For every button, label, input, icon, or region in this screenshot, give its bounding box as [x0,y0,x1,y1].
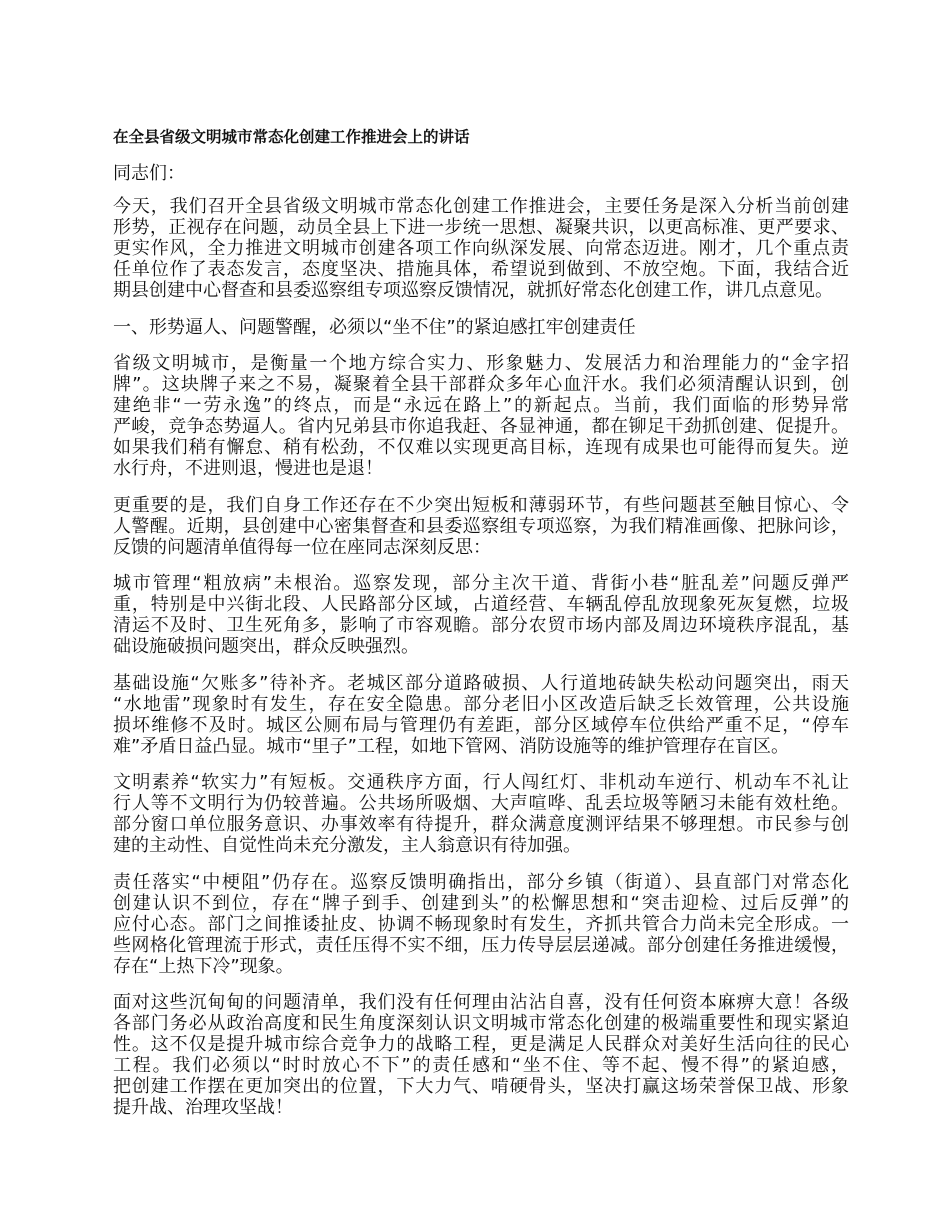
text-line: 更重要的是，我们自身工作还存在不少突出短板和薄弱环节，有些问题甚至触目惊心、令 [113,494,849,516]
text-line: 如果我们稍有懈怠、稍有松劲，不仅难以实现更高目标，连现有成果也可能得而复失。逆 [113,437,849,458]
paragraph [113,573,849,657]
text-line: 今天，我们召开全县省级文明城市常态化创建工作推进会，主要任务是深入分析当前创建 [113,196,849,217]
paragraph [113,992,849,1118]
text-line: 责任落实“中梗阻”仍存在。巡察反馈明确指出，部分乡镇（街道）、县直部门对常态化 [113,871,849,893]
text-line: 反馈的问题清单值得每一位在座同志深刻反思： [113,536,491,558]
text-line: 提升战、治理攻坚战！ [113,1097,293,1118]
text-line: 把创建工作摆在更加突出的位置，下大力气、啃硬骨头，坚决打赢这场荣誉保卫战、形象 [113,1076,849,1097]
paragraph [113,772,849,856]
paragraph [113,872,849,977]
text-line: 行人等不文明行为仍较普遍。公共场所吸烟、大声喧哗、乱丢垃圾等陋习未能有效杜绝。 [113,793,849,814]
paragraph [113,196,849,301]
text-line: 基础设施“欠账多”待补齐。老城区部分道路破损、人行道地砖缺失松动问题突出，雨天 [113,672,849,694]
text-line: 创建认识不到位，存在“牌子到手、创建到头”的松懈思想和“突击迎检、过后反弹”的 [113,892,849,914]
text-line: 存在“上热下冷”现象。 [113,955,294,977]
section-heading [113,317,849,338]
paragraph [113,353,849,479]
text-line: 形势，正视存在问题，动员全县上下进一步统一思想、凝聚共识，以更高标准、更严要求、 [113,217,849,238]
text-line: 水行舟，不进则退，慢进也是退！ [113,458,383,479]
text-line: 面对这些沉甸甸的问题清单，我们没有任何理由沾沾自喜，没有任何资本麻痹大意！各级 [113,992,849,1013]
text-line: 础设施破损问题突出，群众反映强烈。 [113,636,419,657]
text-line: 文明素养“软实力”有短板。交通秩序方面，行人闯红灯、非机动车逆行、机动车不礼让 [113,772,849,793]
text-line: 更实作风，全力推进文明城市创建各项工作向纵深发展、向常态迈进。刚才，几个重点责 [113,238,849,259]
text-line: 一、形势逼人、问题警醒，必须以“坐不住”的紧迫感扛牢创建责任 [113,316,636,338]
paragraph [113,673,849,757]
text-line: 损坏维修不及时。城区公厕布局与管理仍有差距，部分区域停车位供给严重不足，“停车 [113,714,849,736]
text-line: 建的主动性、自觉性尚未充分激发，主人翁意识有待加强。 [113,835,581,856]
text-line: 严峻，竞争态势逼人。省内兄弟县市你追我赶、各显神通，都在铆足干劲抓创建、促提升。 [113,416,849,437]
document-title: 在全县省级文明城市常态化创建工作推进会上的讲话 [113,128,470,146]
document-body [113,196,849,1118]
text-line: 各部门务必从政治高度和民生角度深刻认识文明城市常态化创建的极端重要性和现实紧迫 [113,1013,849,1034]
text-line: 应付心态。部门之间推诿扯皮、协调不畅现象时有发生，齐抓共管合力尚未完全形成。一 [113,913,849,935]
text-line: 些网格化管理流于形式，责任压得不实不细，压力传导层层递减。部分创建任务推进缓慢， [113,934,849,956]
document-page [113,126,849,1134]
text-line: 性。这不仅是提升城市综合竞争力的战略工程，更是满足人民群众对美好生活向往的民心 [113,1034,849,1055]
text-line: 牌”。这块牌子来之不易，凝聚着全县干部群众多年心血汗水。我们必须清醒认识到，创 [113,374,849,395]
text-line: 人警醒。近期，县创建中心密集督查和县委巡察组专项巡察，为我们精准画像、把脉问诊， [113,515,849,537]
text-line: 建绝非“一劳永逸”的终点，而是“永远在路上”的新起点。当前，我们面临的形势异常 [113,395,849,416]
paragraph [113,495,849,558]
text-line: 城市管理“粗放病”未根治。巡察发现，部分主次干道、背街小巷“脏乱差”问题反弹严 [113,573,849,594]
text-line: 期县创建中心督查和县委巡察组专项巡察反馈情况，就抓好常态化创建工作，讲几点意见。 [113,280,833,301]
text-line: 工程。我们必须以“时时放心不下”的责任感和“坐不住、等不起、慢不得”的紧迫感， [113,1055,849,1076]
text-line: 清运不及时、卫生死角多，影响了市容观瞻。部分农贸市场内部及周边环境秩序混乱，基 [113,615,849,636]
text-line: 任单位作了表态发言，态度坚决、措施具体，希望说到做到、不放空炮。下面，我结合近 [113,259,849,280]
text-line: 省级文明城市，是衡量一个地方综合实力、形象魅力、发展活力和治理能力的“金字招 [113,353,849,374]
salutation: 同志们： [113,163,185,184]
text-line: 难”矛盾日益凸显。城市“里子”工程，如地下管网、消防设施等的维护管理存在盲区。 [113,735,789,757]
text-line: 重，特别是中兴街北段、人民路部分区域，占道经营、车辆乱停乱放现象死灰复燃，垃圾 [113,594,849,615]
text-line: “水地雷”现象时有发生，存在安全隐患。部分老旧小区改造后缺乏长效管理，公共设施 [113,693,849,715]
text-line: 部分窗口单位服务意识、办事效率有待提升，群众满意度测评结果不够理想。市民参与创 [113,814,849,835]
